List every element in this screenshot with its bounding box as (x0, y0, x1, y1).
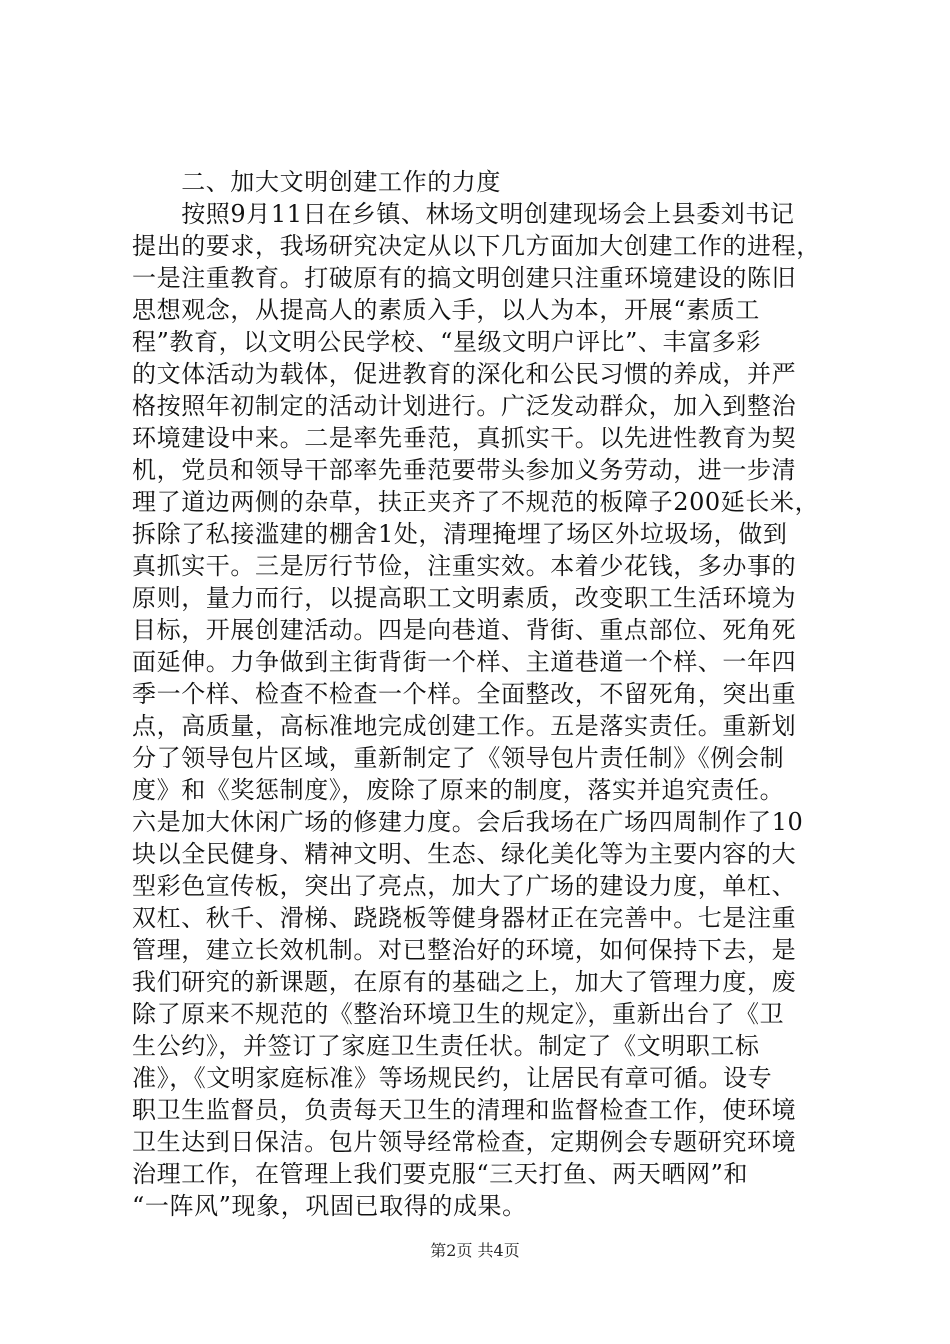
paragraph-line: 点，高质量，高标准地完成创建工作。五是落实责任。重新划 (132, 712, 797, 740)
paragraph-line: 我们研究的新课题，在原有的基础之上，加大了管理力度，废 (132, 968, 797, 996)
paragraph-line: 格按照年初制定的活动计划进行。广泛发动群众，加入到整治 (132, 392, 797, 420)
paragraph-line: 型彩色宣传板，突出了亮点，加大了广场的建设力度，单杠、 (132, 872, 797, 900)
paragraph-line: 分了领导包片区域，重新制定了《领导包片责任制》《例会制 (132, 744, 785, 772)
paragraph-line: 真抓实干。三是厉行节俭，注重实效。本着少花钱，多办事的 (132, 552, 797, 580)
paragraph-line: 治理工作，在管理上我们要克服“三天打鱼、两天晒网”和 (132, 1160, 749, 1188)
paragraph-line: 按照9月11日在乡镇、林场文明创建现场会上县委刘书记 (132, 200, 795, 228)
paragraph-line: 目标，开展创建活动。四是向巷道、背街、重点部位、死角死 (132, 616, 797, 644)
paragraph-line: 思想观念，从提高人的素质入手，以人为本，开展“素质工 (132, 296, 760, 324)
paragraph-line: 程”教育，以文明公民学校、“星级文明户评比”、丰富多彩 (132, 328, 762, 356)
paragraph-line: “一阵风”现象，巩固已取得的成果。 (132, 1192, 527, 1220)
paragraph-line: 双杠、秋千、滑梯、跷跷板等健身器材正在完善中。七是注重 (132, 904, 797, 932)
paragraph-line: 机，党员和领导干部率先垂范要带头参加义务劳动，进一步清 (132, 456, 797, 484)
paragraph-line: 块以全民健身、精神文明、生态、绿化美化等为主要内容的大 (132, 840, 797, 868)
paragraph-line: 准》，《文明家庭标准》等场规民约，让居民有章可循。设专 (132, 1064, 773, 1092)
page-footer (0, 1241, 950, 1261)
paragraph-line: 理了道边两侧的杂草，扶正夹齐了不规范的板障子200延长米， (132, 488, 820, 516)
paragraph-line: 除了原来不规范的《整治环境卫生的规定》，重新出台了《卫 (132, 1000, 785, 1028)
paragraph-line: 的文体活动为载体，促进教育的深化和公民习惯的养成，并严 (132, 360, 797, 388)
document-body (132, 166, 832, 1222)
paragraph-line: 度》和《奖惩制度》，废除了原来的制度，落实并追究责任。 (132, 776, 785, 804)
paragraph-line: 季一个样、检查不检查一个样。全面整改，不留死角，突出重 (132, 680, 797, 708)
paragraph-line: 卫生达到日保洁。包片领导经常检查，定期例会专题研究环境 (132, 1128, 797, 1156)
page-number-label: 第2页 共4页 (430, 1241, 520, 1260)
paragraph-line: 提出的要求，我场研究决定从以下几方面加大创建工作的进程， (132, 232, 821, 260)
paragraph-line: 职卫生监督员，负责每天卫生的清理和监督检查工作，使环境 (132, 1096, 797, 1124)
paragraph-line: 拆除了私接滥建的棚舍1处，清理掩埋了场区外垃圾场，做到 (132, 520, 788, 548)
paragraph-line: 管理，建立长效机制。对已整治好的环境，如何保持下去，是 (132, 936, 797, 964)
paragraph-line: 生公约》，并签订了家庭卫生责任状。制定了《文明职工标 (132, 1032, 760, 1060)
paragraph-line: 原则，量力而行，以提高职工文明素质，改变职工生活环境为 (132, 584, 797, 612)
paragraph-line: 六是加大休闲广场的修建力度。会后我场在广场四周制作了10 (132, 808, 804, 836)
paragraph-line: 面延伸。力争做到主街背街一个样、主道巷道一个样、一年四 (132, 648, 797, 676)
paragraph-line: 一是注重教育。打破原有的搞文明创建只注重环境建设的陈旧 (132, 264, 797, 292)
section-heading: 二、加大文明创建工作的力度 (132, 168, 501, 196)
paragraph-line: 环境建设中来。二是率先垂范，真抓实干。以先进性教育为契 (132, 424, 797, 452)
